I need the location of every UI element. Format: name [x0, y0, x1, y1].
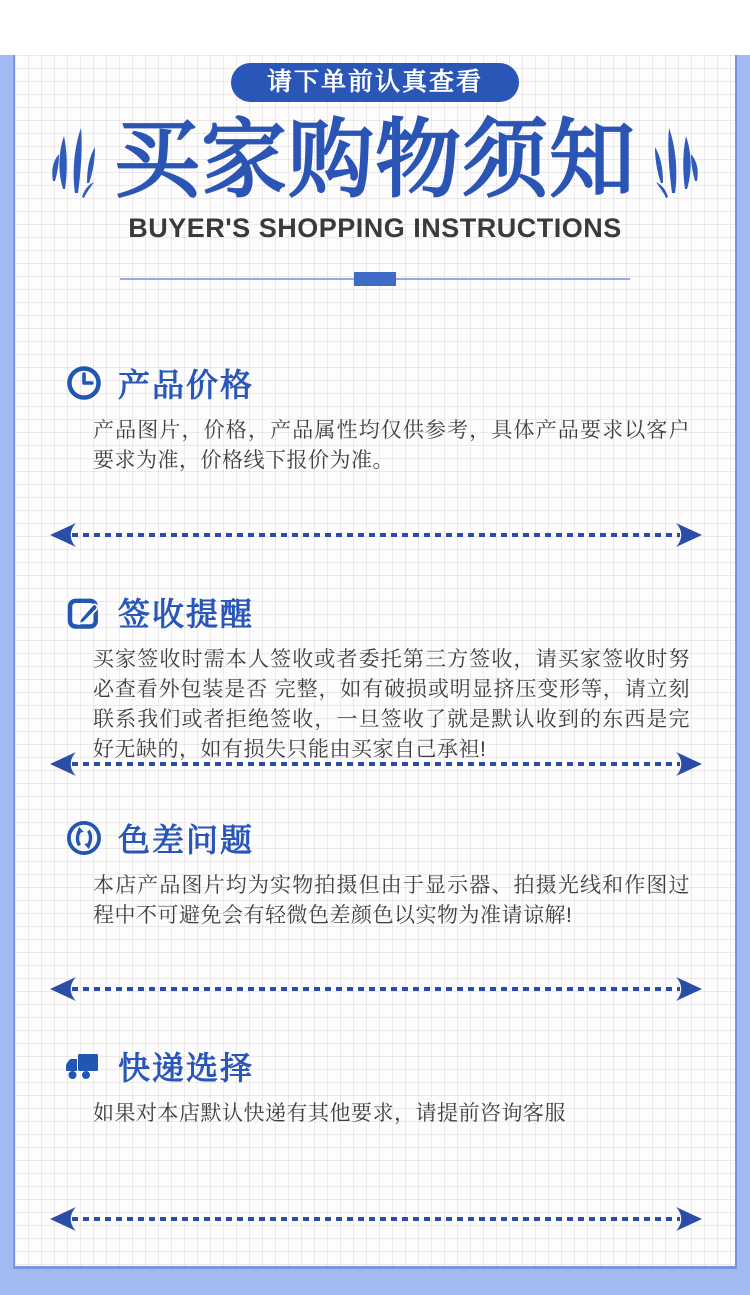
section-header: [64, 815, 735, 861]
ribbon-banner: 请下单前认真查看: [231, 63, 519, 102]
title-divider: [120, 271, 630, 287]
grid-paper-background: [13, 55, 737, 1269]
clock-icon: [64, 363, 104, 403]
section-title: 签收提醒: [118, 596, 255, 632]
page-subtitle: BUYER'S SHOPPING INSTRUCTIONS: [128, 213, 622, 243]
refresh-icon: [64, 818, 104, 858]
section-body-text: 本店产品图片均为实物拍摄但由于显示器、拍摄光线和作图过程中不可避免会有轻微色差颜色以实物为准请谅解!: [93, 874, 690, 927]
section-product-price: [15, 360, 735, 476]
page-title: 买家购物须知: [114, 112, 636, 208]
divider-center-block: [354, 272, 396, 286]
section-title: 快递选择: [118, 1050, 255, 1086]
dashed-arrow-divider: [50, 521, 702, 549]
arrowhead-right-icon: [676, 752, 702, 776]
arrowhead-right-icon: [676, 977, 702, 1001]
dashed-line: [72, 762, 680, 766]
section-header: [64, 1043, 735, 1089]
section-body-text: 产品图片，价格，产品属性均仅供参考，具体产品要求以客户要求为准，价格线下报价为准。: [93, 419, 690, 472]
grass-decoration-icon: [50, 117, 98, 204]
arrowhead-right-icon: [676, 1207, 702, 1231]
dashed-arrow-divider: [50, 750, 702, 778]
section-color-difference: [15, 815, 735, 931]
section-express-choice: [15, 1043, 735, 1129]
section-body-text: 如果对本店默认快递有其他要求，请提前咨询客服: [93, 1102, 566, 1125]
section-title: 色差问题: [118, 822, 255, 858]
grass-decoration-icon: [652, 117, 700, 204]
arrowhead-right-icon: [676, 523, 702, 547]
edit-icon: [64, 592, 104, 632]
dashed-line: [72, 1217, 680, 1221]
section-body-text: 买家签收时需本人签收或者委托第三方签收，请买家签收时努必查看外包装是否 完整，如有破损或明显挤压变形等，请立刻联系我们或者拒绝签收，一旦签收了就是默认收到的东西是完好无缺的，如有损失只能由买家自己承袒!: [93, 648, 690, 761]
dashed-line: [72, 533, 680, 537]
dashed-arrow-divider: [50, 1205, 702, 1233]
dashed-line: [72, 987, 680, 991]
notebook-frame: [0, 55, 750, 1295]
section-header: [64, 589, 735, 635]
truck-icon: [64, 1046, 104, 1086]
section-sign-reminder: [15, 589, 735, 765]
section-title: 产品价格: [118, 367, 255, 403]
title-row: [15, 107, 735, 213]
section-header: [64, 360, 735, 406]
dashed-arrow-divider: [50, 975, 702, 1003]
